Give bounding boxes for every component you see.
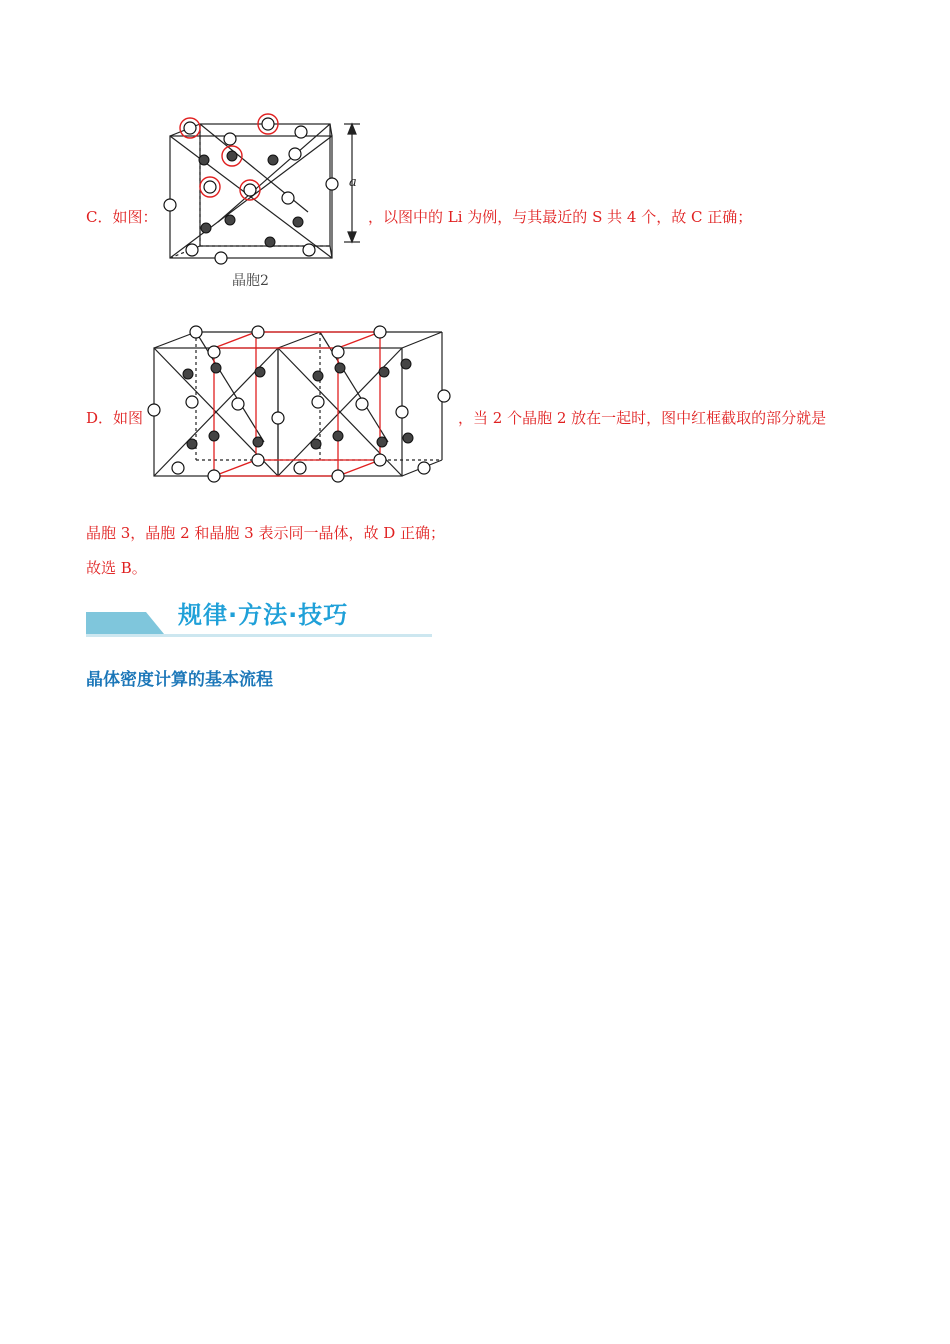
option-c-suffix: ，以图中的 Li 为例，与其最近的 S 共 4 个，故 C 正确；: [368, 208, 753, 226]
double-cell-figure: [144, 322, 456, 486]
banner-title: 规律·方法·技巧: [178, 601, 349, 629]
section-banner: [86, 600, 432, 640]
conclusion-text: 故选 B。: [86, 559, 147, 577]
option-d-suffix: ，当 2 个晶胞 2 放在一起时，图中红框截取的部分就是: [458, 409, 827, 427]
banner-accent-shape: [86, 612, 164, 634]
crystal-cell-2-figure: [158, 112, 368, 292]
sub-heading: 晶体密度计算的基本流程: [86, 670, 273, 690]
option-c-prefix: C．如图：: [86, 208, 158, 226]
edge-label-a: a: [349, 175, 357, 190]
figure-caption: 晶胞2: [232, 273, 269, 289]
option-d-continuation: 晶胞 3，晶胞 2 和晶胞 3 表示同一晶体，故 D 正确；: [86, 524, 446, 542]
option-d-prefix: D．如图: [86, 409, 144, 427]
banner-underline: [86, 634, 432, 637]
